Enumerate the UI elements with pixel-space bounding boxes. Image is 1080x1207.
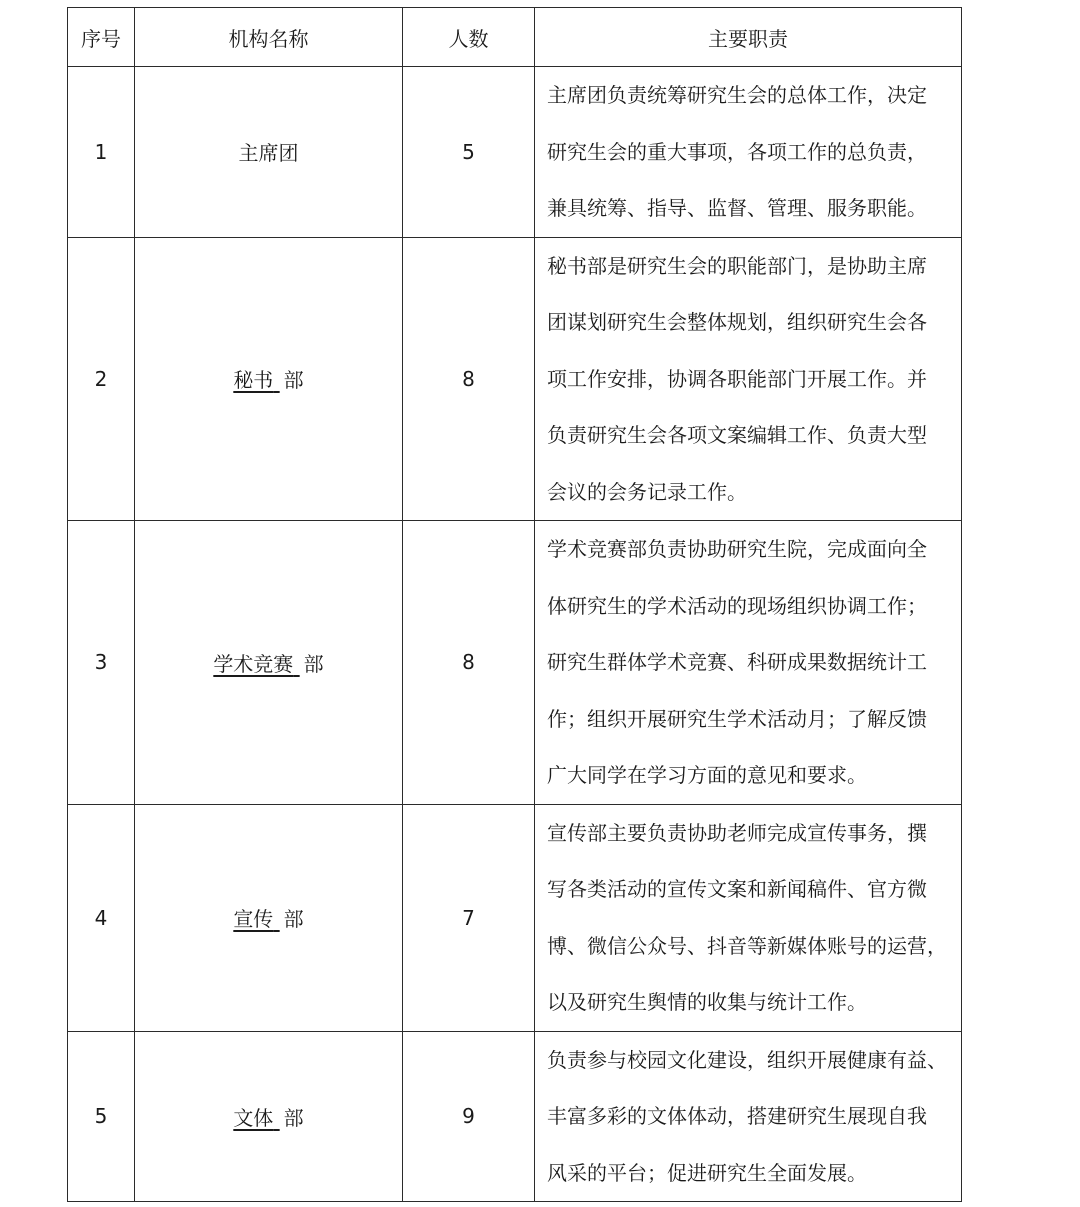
row-name-suffix: 部 xyxy=(283,368,304,393)
name-underline-gap xyxy=(293,652,299,676)
row-count: 8 xyxy=(403,521,535,805)
row-name-cell xyxy=(135,237,403,521)
table-row xyxy=(68,1031,962,1202)
row-name-suffix: 部 xyxy=(283,907,304,931)
row-count: 5 xyxy=(403,67,535,238)
duty-text-line: 研究生群体学术竞赛、科研成果数据统计工 xyxy=(547,650,927,674)
table-row xyxy=(68,67,962,238)
row-name: 学术竞赛 xyxy=(213,651,294,676)
duty-text-line: 宣传部主要负责协助老师完成宣传事务，撰 xyxy=(547,820,927,845)
row-name-suffix: 部 xyxy=(283,1105,304,1130)
row-name-cell xyxy=(135,67,403,238)
table-row xyxy=(68,521,962,805)
duty-text-line: 写各类活动的宣传文案和新闻稿件、官方微 xyxy=(547,877,927,901)
row-seq: 5 xyxy=(68,1031,135,1202)
duty-text-line: 负责研究生会各项文案编辑工作、负责大型 xyxy=(547,423,927,447)
row-duty-cell xyxy=(535,67,962,238)
name-underline-gap xyxy=(273,1106,279,1130)
name-underline-gap xyxy=(273,907,279,931)
row-count: 7 xyxy=(403,804,535,1031)
header-name: 机构名称 xyxy=(135,8,403,67)
duty-text-line: 负责参与校园文化建设，组织开展健康有益、 xyxy=(547,1047,947,1072)
header-count: 人数 xyxy=(403,8,535,67)
row-name: 宣传 xyxy=(233,907,274,931)
row-name-cell xyxy=(135,1031,403,1202)
row-name: 秘书 xyxy=(233,368,274,393)
row-name-suffix: 部 xyxy=(303,651,324,676)
row-seq: 3 xyxy=(68,521,135,805)
row-duty-cell xyxy=(535,1031,962,1202)
duty-text-line: 兼具统筹、指导、监督、管理、服务职能。 xyxy=(547,196,927,220)
table-row xyxy=(68,804,962,1031)
table-body xyxy=(68,67,962,1202)
table-header-row xyxy=(68,8,962,67)
duty-text-line: 以及研究生舆情的收集与统计工作。 xyxy=(547,990,867,1014)
row-name-cell xyxy=(135,521,403,805)
duty-text-line: 风采的平台；促进研究生全面发展。 xyxy=(547,1160,867,1185)
row-name: 主席团 xyxy=(238,141,299,166)
duty-text-line: 研究生会的重大事项，各项工作的总负责， xyxy=(547,139,927,164)
row-duty-cell xyxy=(535,804,962,1031)
row-name-cell xyxy=(135,804,403,1031)
duty-text-line: 项工作安排，协调各职能部门开展工作。并 xyxy=(547,366,927,391)
duty-text-line: 团谋划研究生会整体规划，组织研究生会各 xyxy=(547,310,927,334)
duty-text-line: 主席团负责统筹研究生会的总体工作，决定 xyxy=(547,83,927,107)
table-row xyxy=(68,237,962,521)
row-name: 文体 xyxy=(233,1105,274,1130)
row-seq: 1 xyxy=(68,67,135,238)
duty-text-line: 体研究生的学术活动的现场组织协调工作； xyxy=(547,593,927,618)
duty-text-line: 学术竞赛部负责协助研究生院，完成面向全 xyxy=(547,537,927,561)
row-count: 9 xyxy=(403,1031,535,1202)
duty-text-line: 广大同学在学习方面的意见和要求。 xyxy=(547,763,867,787)
duty-text-line: 会议的会务记录工作。 xyxy=(547,479,747,504)
duty-text-line: 作；组织开展研究生学术活动月；了解反馈 xyxy=(547,706,927,731)
duty-text-line: 秘书部是研究生会的职能部门，是协助主席 xyxy=(547,253,927,278)
row-duty-cell xyxy=(535,521,962,805)
name-underline-gap xyxy=(273,368,279,392)
row-seq: 2 xyxy=(68,237,135,521)
duty-text-line: 博、微信公众号、抖音等新媒体账号的运营， xyxy=(547,933,947,958)
header-seq: 序号 xyxy=(68,8,135,67)
header-duty: 主要职责 xyxy=(535,8,962,67)
organization-table xyxy=(67,7,962,1202)
duty-text-line: 丰富多彩的文体体动，搭建研究生展现自我 xyxy=(547,1104,927,1128)
row-duty-cell xyxy=(535,237,962,521)
row-seq: 4 xyxy=(68,804,135,1031)
row-count: 8 xyxy=(403,237,535,521)
